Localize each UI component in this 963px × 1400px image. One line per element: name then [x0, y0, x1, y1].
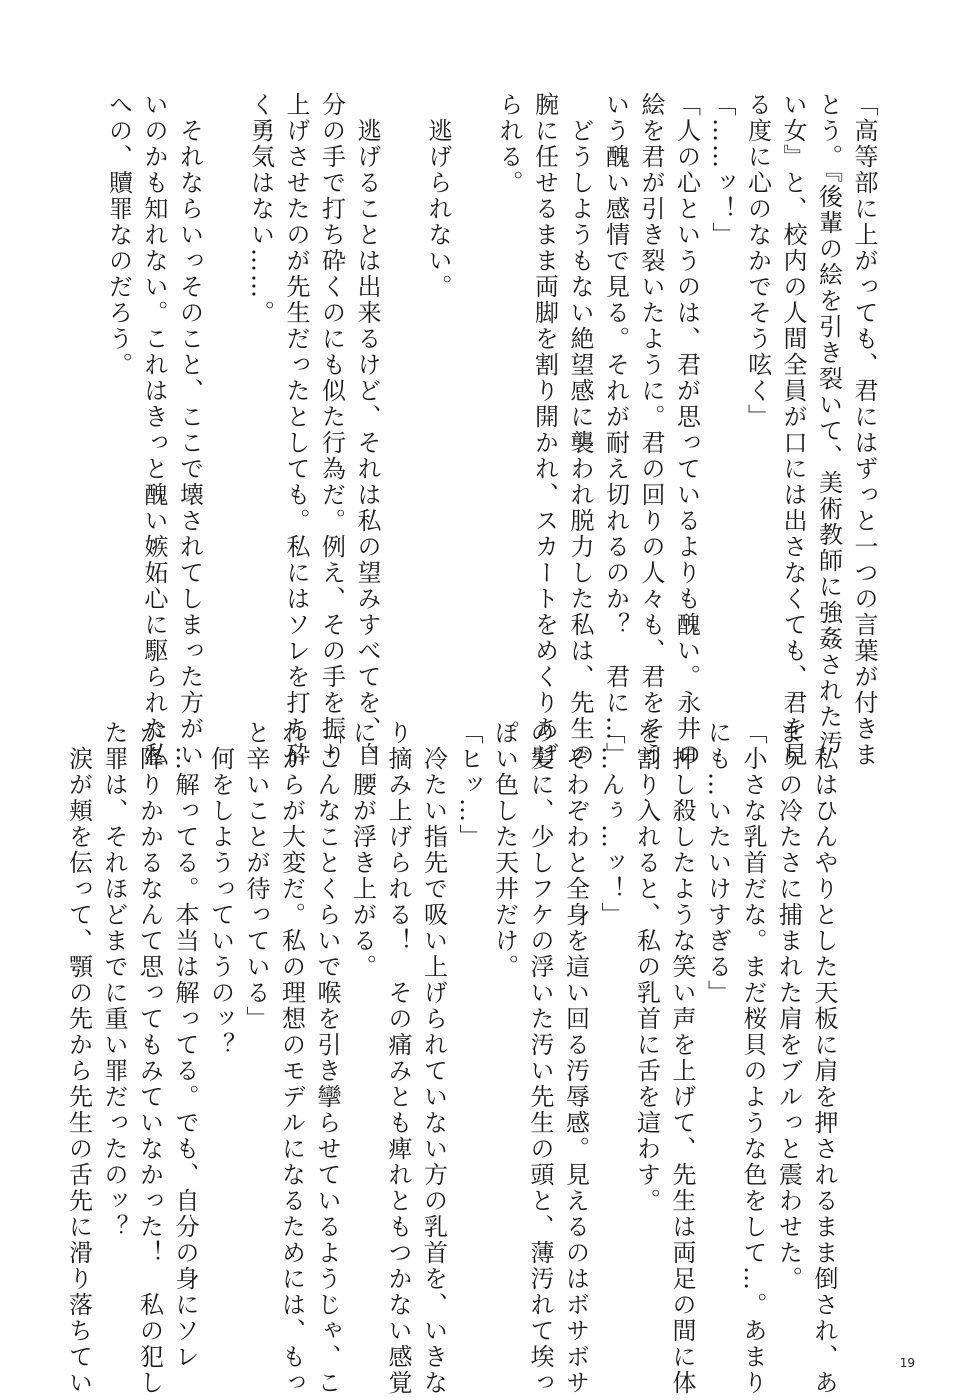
text-line: それならいっそのこと、ここで壊されてしまった方がい	[175, 92, 204, 768]
text-line: 「こんなことくらいで喉を引き攣らせているようじゃ、こ	[313, 720, 341, 1396]
blank-line	[384, 92, 420, 690]
text-line: れからが大変だ。私の理想のモデルになるためには、もっ	[277, 720, 306, 1396]
text-line: を割り入れると、私の乳首に舌を這わす。	[632, 720, 661, 1214]
text-line: 「小さな乳首だな。まだ桜貝のような色をして…。あまり	[739, 720, 767, 1396]
blank-line	[455, 92, 491, 690]
text-line: 腕に任せるまま両脚を割り開かれ、スカートをめくりあげ	[530, 92, 559, 768]
text-line: 上げさせたのが先生だったとしても。私にはソレを打ち砕	[282, 92, 310, 768]
page-number: 19	[899, 1356, 915, 1370]
text-line: いう醜い感情で見る。それが耐え切れるのか？ 君に…」	[601, 92, 630, 768]
text-line: 涙が頬を伝って、顎の先から先生の舌先に滑り落ちてい	[64, 720, 93, 1396]
text-line: 何をしようっていうのッ？	[206, 720, 235, 1058]
text-line: にも…いたいけすぎる」	[703, 720, 732, 1006]
text-line: と辛いことが待っている」	[242, 720, 270, 1032]
text-line: 「人の心というのは、君が思っているよりも醜い。永井の	[672, 92, 701, 768]
text-line: 押し殺したような笑い声を上げて、先生は両足の間に体	[668, 720, 696, 1396]
text-line: が降りかかるなんて思ってもみていなかった！ 私の犯し	[135, 720, 164, 1396]
text-line: 逃げられない。	[424, 92, 452, 300]
text-line: く勇気はない……。	[246, 92, 275, 326]
top-text-section	[61, 92, 881, 768]
text-line: 私はひんやりとした天板に肩を押されるまま倒され、あ	[810, 720, 838, 1396]
text-line: への、贖罪なのだろう。	[104, 92, 133, 378]
text-line: 「…んぅ…ッ！」	[597, 720, 625, 928]
text-line: 「……ッ！」	[708, 92, 736, 248]
text-line: 逃げることは出来るけど、それは私の望みすべてを、自	[353, 92, 381, 768]
bottom-text-section	[61, 720, 841, 1396]
text-line: い女』と、校内の人間全員が口には出さなくても、君を見	[779, 92, 807, 768]
text-line: 「ヒッ…」	[455, 720, 483, 850]
text-line: どうしようもない絶望感に襲われ脱力した私は、先生の	[566, 92, 594, 768]
text-line: とう。『後輩の絵を引き裂いて、美術教師に強姦された汚	[814, 92, 843, 756]
text-line: ぞわぞわと全身を這い回る汚辱感。見えるのはボサボサ	[561, 720, 590, 1396]
text-line: まりの冷たさに捕まれた肩をブルっと震わせた。	[774, 720, 803, 1292]
text-line: ぽい色した天井だけ。	[490, 720, 519, 980]
text-line: の髪に、少しフケの浮いた汚い先生の頭と、薄汚れて埃っ	[526, 720, 554, 1396]
blank-line	[207, 92, 243, 690]
text-line: 冷たい指先で吸い上げられていない方の乳首を、いきな	[419, 720, 448, 1396]
text-line: 分の手で打ち砕くのにも似た行為だ。例え、その手を振り	[317, 92, 346, 768]
text-line: 「高等部に上がっても、君にはずっと一つの言葉が付きま	[850, 92, 878, 768]
text-line: に、腰が浮き上がる。	[348, 720, 377, 980]
text-line: た罪は、それほどまでに重い罪だったのッ？	[100, 720, 128, 1240]
text-line: り摘み上げられる！ その痛みとも痺れともつかない感覚	[384, 720, 412, 1396]
text-line: られる。	[495, 92, 523, 196]
text-line: …解ってる。本当は解ってる。でも、自分の身にソレ	[171, 720, 199, 1370]
text-line: いのかも知れない。これはきっと醜い嫉妬心に駆られた私	[140, 92, 168, 768]
text-line: る度に心のなかでそう呟く」	[743, 92, 772, 430]
text-line: 絵を君が引き裂いたように。君の回りの人々も、君をそう	[637, 92, 665, 768]
